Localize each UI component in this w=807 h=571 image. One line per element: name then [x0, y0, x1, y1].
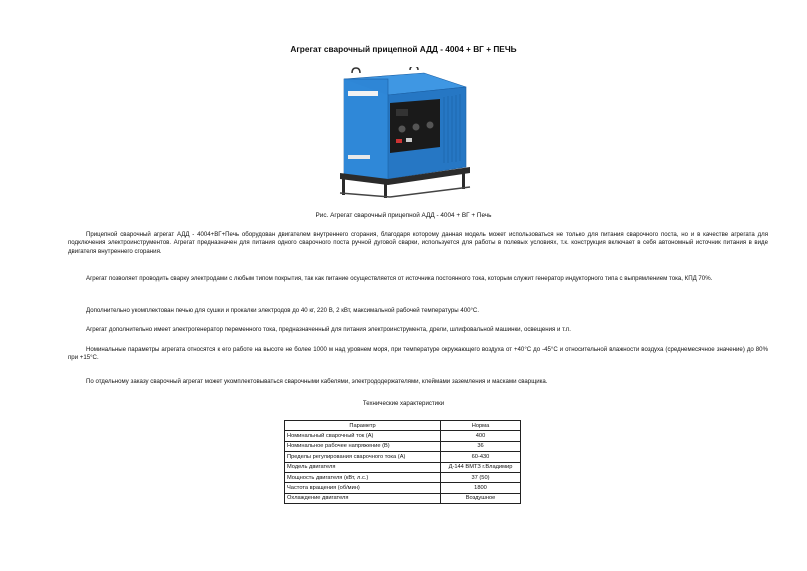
table-row: [285, 493, 521, 503]
column-header-value: Норма: [441, 421, 521, 431]
table-header-row: [285, 421, 521, 431]
welding-unit-image: [336, 67, 472, 199]
table-cell-value: Д-144 ВМТЗ г.Владимир: [441, 462, 521, 472]
table-cell-parameter: Номинальное рабочее напряжение (В): [285, 441, 441, 451]
table-row: [285, 472, 521, 482]
paragraph-2: Агрегат позволяет проводить сварку электродами с любым типом покрытия, так как питание осуществляется от источника постоянного тока, которым служит генератор индукторного типа с выпрямлением тока, КПД 70%.: [86, 275, 713, 282]
figure-caption: Рис. Агрегат сварочный прицепной АДД - 4004 + ВГ + Печь: [315, 212, 492, 219]
table-cell-parameter: Мощность двигателя (кВт, л.с.): [285, 472, 441, 482]
table-cell-value: 37 (50): [441, 472, 521, 482]
table-title: Технические характеристики: [362, 400, 445, 407]
table-row: [285, 462, 521, 472]
table-cell-parameter: Номинальный сварочный ток (А): [285, 431, 441, 441]
table-cell-value: Воздушное: [441, 493, 521, 503]
table-row: [285, 431, 521, 441]
table-row: [285, 483, 521, 493]
table-cell-parameter: Пределы регулирования сварочного тока (А): [285, 452, 441, 462]
table-cell-parameter: Модель двигателя: [285, 462, 441, 472]
table-cell-value: 60-430: [441, 452, 521, 462]
paragraph-3: Дополнительно укомплектован печью для сушки и прокалки электродов до 40 кг, 220 В, 2 кВт, максимальной рабочей температуры 400°С.: [86, 307, 480, 314]
paragraph-6: По отдельному заказу сварочный агрегат может укомплектовываться сварочными кабелями, электрододержателями, клеймами заземления и масками сварщика.: [86, 378, 548, 385]
table-cell-value: 1800: [441, 483, 521, 493]
table-cell-value: 36: [441, 441, 521, 451]
table-cell-value: 400: [441, 431, 521, 441]
paragraph-1: Прицепной сварочный агрегат АДД - 4004+ВГ+Печь оборудован двигателем внутреннего сгорания, благодаря которому данная модель может использоваться не только для питания сварочного поста, но и в качестве агрегата для подключения электроинструментов. Агрегат предназначен для питания одного сварочного поста ручной дуговой сварки, используется для работы в полевых условиях, т.к. конструкция включает в себя автономный источник питания в виде двигателя внутреннего сгорания.: [68, 231, 768, 255]
paragraph-4: Агрегат дополнительно имеет электрогенератор переменного тока, предназначенный для питания электроинструмента, дрели, шлифовальной машинки, освещения и т.п.: [86, 326, 571, 333]
table-row: [285, 441, 521, 451]
column-header-parameter: Параметр: [285, 421, 441, 431]
document-title: Агрегат сварочный прицепной АДД - 4004 + ВГ + ПЕЧЬ: [290, 44, 517, 54]
table-cell-parameter: Частота вращения (об/мин): [285, 483, 441, 493]
paragraph-5: Номинальные параметры агрегата относятся к его работе на высоте не более 1000 м над уровнем моря, при температуре окружающего воздуха от +40°С до -45°С и относительной влажности воздуха (среднемесячное значение) до 80% при +15°С.: [68, 346, 768, 362]
table-row: [285, 452, 521, 462]
specs-table: [284, 420, 521, 504]
table-cell-parameter: Охлаждение двигателя: [285, 493, 441, 503]
